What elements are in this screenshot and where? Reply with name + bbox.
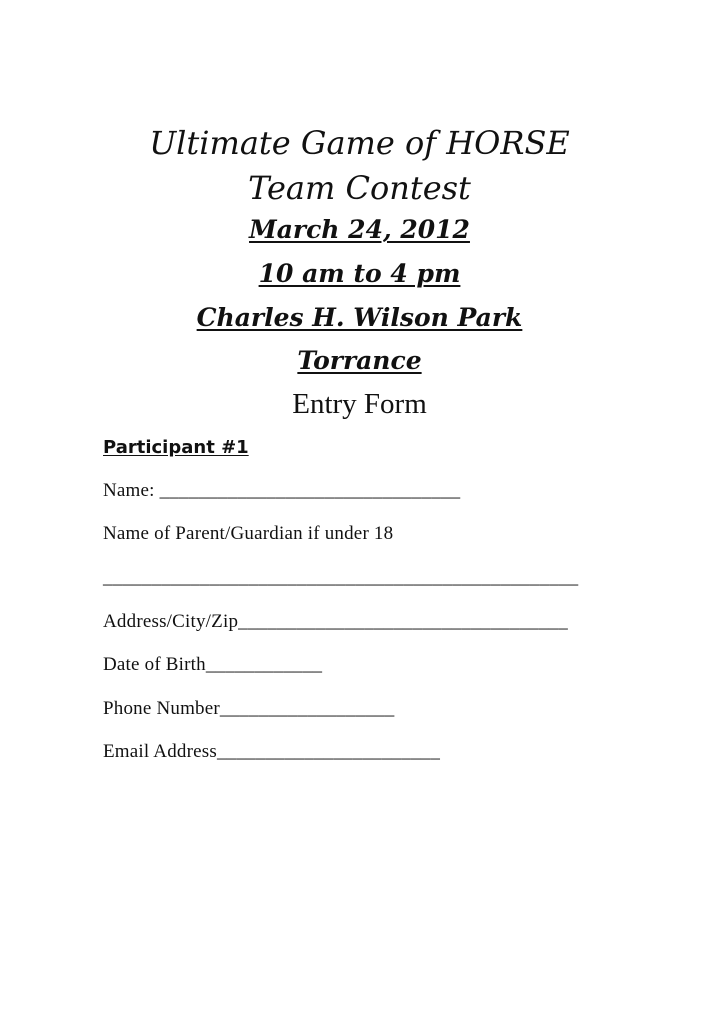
address-field[interactable]: Address/City/Zip__________________________________ <box>103 611 568 632</box>
event-date: March 24, 2012 <box>249 215 470 244</box>
event-park: Charles H. Wilson Park <box>196 303 523 332</box>
email-address-field[interactable]: Email Address_______________________ <box>103 741 441 762</box>
parent-guardian-label: Name of Parent/Guardian if under 18 <box>103 523 394 544</box>
name-field[interactable]: Name: _______________________________ <box>103 480 461 501</box>
event-city: Torrance <box>297 346 422 375</box>
participant-heading: Participant #1 <box>103 437 249 458</box>
form-title: Entry Form <box>292 388 427 420</box>
parent-guardian-field[interactable]: _________________________________________________ <box>103 567 579 588</box>
date-of-birth-field[interactable]: Date of Birth____________ <box>103 654 323 675</box>
phone-number-field[interactable]: Phone Number__________________ <box>103 698 395 719</box>
title-line-2: Team Contest <box>248 169 471 207</box>
title-line-1: Ultimate Game of HORSE <box>149 124 570 162</box>
event-time: 10 am to 4 pm <box>258 259 461 288</box>
